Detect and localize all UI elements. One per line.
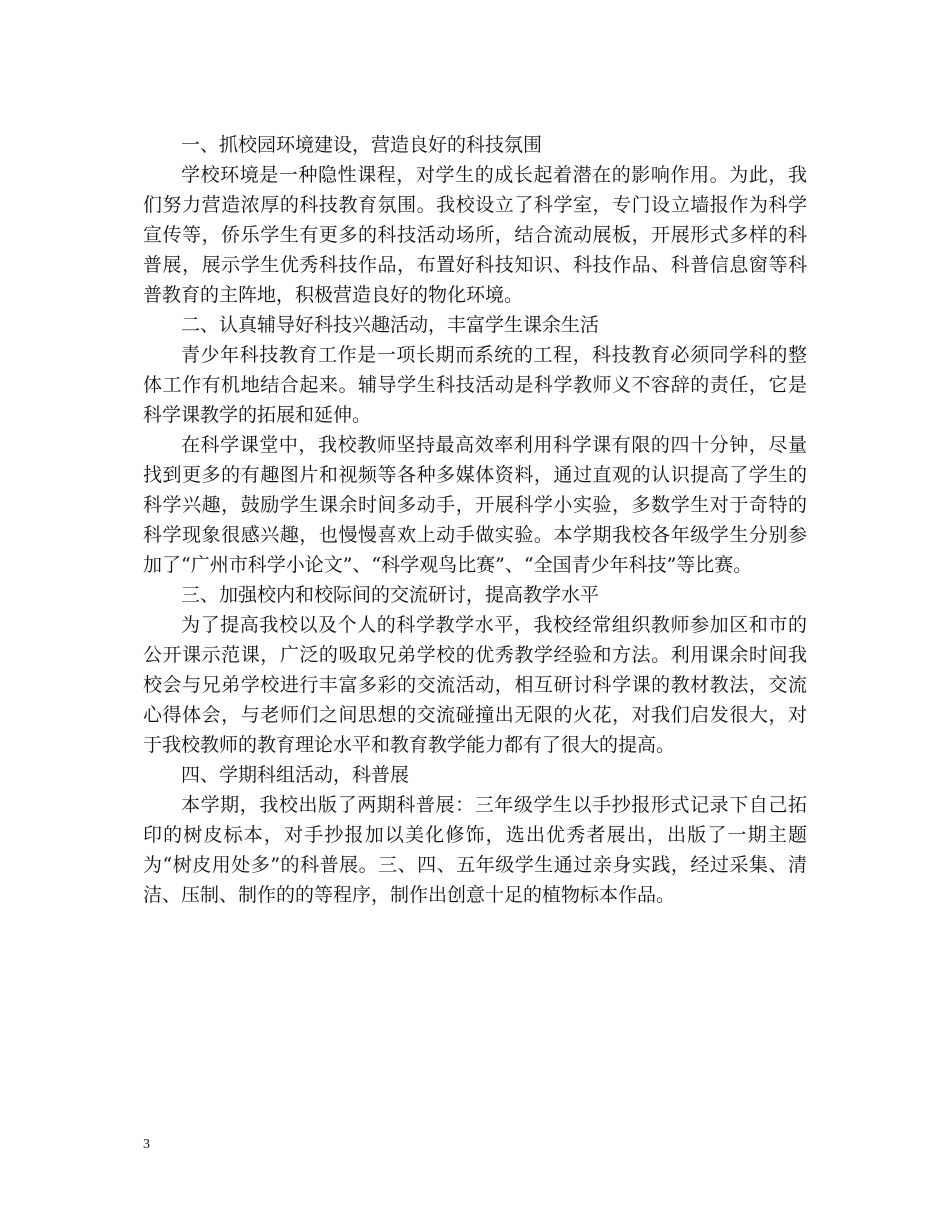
- page-number: 3: [143, 1137, 150, 1152]
- section-heading-1: 一、抓校园环境建设，营造良好的科技氛围: [181, 134, 543, 156]
- document-body: [143, 130, 807, 910]
- paragraph: 青少年科技教育工作是一项长期而系统的工程，科技教育必须同学科的整体工作有机地结合起来。辅导学生科技活动是科学教师义不容辞的责任，它是科学课教学的拓展和延伸。: [143, 344, 807, 426]
- section-heading-3: 三、加强校内和校际间的交流研讨，提高教学水平: [181, 584, 600, 606]
- section-heading-2: 二、认真辅导好科技兴趣活动，丰富学生课余生活: [181, 314, 600, 336]
- section-heading-4: 四、学期科组活动，科普展: [181, 764, 410, 786]
- paragraph: 本学期，我校出版了两期科普展：三年级学生以手抄报形式记录下自己拓印的树皮标本，对手抄报加以美化修饰，选出优秀者展出，出版了一期主题为“树皮用处多”的科普展。三、四、五年级学生通过亲身实践，经过采集、清洁、压制、制作的的等程序，制作出创意十足的植物标本作品。: [143, 794, 807, 906]
- paragraph: 在科学课堂中，我校教师坚持最高效率利用科学课有限的四十分钟，尽量找到更多的有趣图片和视频等各种多媒体资料，通过直观的认识提高了学生的科学兴趣，鼓励学生课余时间多动手，开展科学小实验，多数学生对于奇特的科学现象很感兴趣，也慢慢喜欢上动手做实验。本学期我校各年级学生分别参加了“广州市科学小论文”、“科学观鸟比赛”、“全国青少年科技”等比赛。: [143, 434, 807, 576]
- paragraph: 学校环境是一种隐性课程，对学生的成长起着潜在的影响作用。为此，我们努力营造浓厚的科技教育氛围。我校设立了科学室，专门设立墙报作为科学宣传等，侨乐学生有更多的科技活动场所，结合流动展板，开展形式多样的科普展，展示学生优秀科技作品，布置好科技知识、科技作品、科普信息窗等科普教育的主阵地，积极营造良好的物化环境。: [143, 164, 807, 306]
- paragraph: 为了提高我校以及个人的科学教学水平，我校经常组织教师参加区和市的公开课示范课，广泛的吸取兄弟学校的优秀教学经验和方法。利用课余时间我校会与兄弟学校进行丰富多彩的交流活动，相互研讨科学课的教材教法，交流心得体会，与老师们之间思想的交流碰撞出无限的火花，对我们启发很大，对于我校教师的教育理论水平和教育教学能力都有了很大的提高。: [143, 614, 807, 756]
